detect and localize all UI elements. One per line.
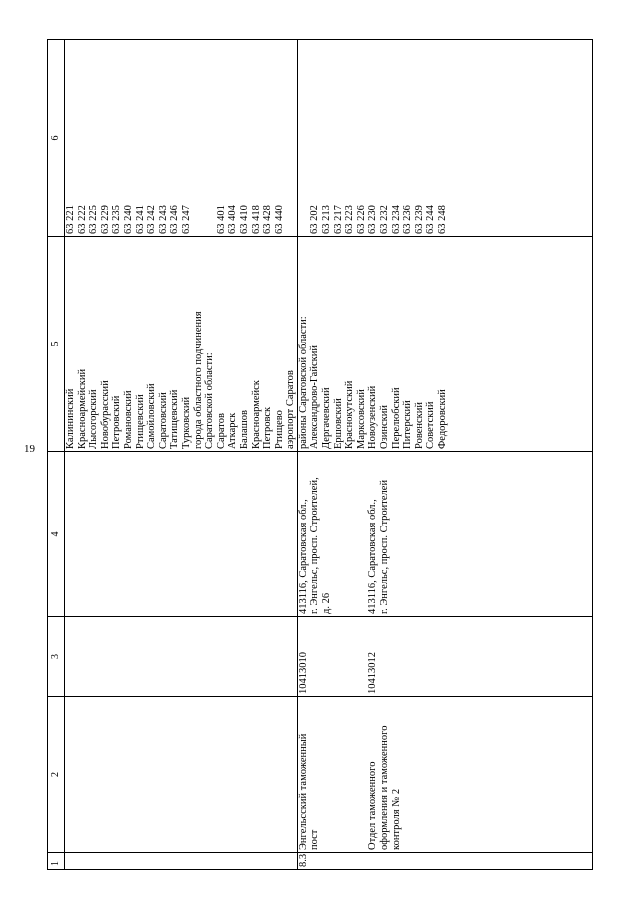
- text-line: 63 222: [76, 205, 88, 234]
- text-line: г. Энгельс, просп. Строителей: [379, 479, 391, 614]
- text-line: 63 247: [180, 205, 192, 234]
- text-line: Татищевский: [169, 389, 181, 449]
- office-address-2: [367, 454, 390, 614]
- text-line: Марксовский: [355, 389, 367, 449]
- text-line: Аткарск: [227, 412, 239, 449]
- text-line: 63 244: [425, 205, 437, 234]
- text-line: 63 440: [273, 205, 285, 234]
- cell-num: 8.3: [297, 853, 592, 870]
- office-address-1: [298, 454, 333, 614]
- text-line: Турковский: [180, 396, 192, 449]
- text-line: Романовский: [122, 390, 134, 449]
- text-line: 63 410: [238, 205, 250, 234]
- cell-address: [65, 452, 298, 617]
- text-line: г. Энгельс, просп. Строителей,: [309, 477, 321, 614]
- text-line: города областного подчинения: [192, 311, 204, 449]
- text-line: Саратовский: [157, 392, 169, 449]
- cell-code: [65, 617, 298, 697]
- text-line: Дергачевский: [321, 387, 333, 449]
- customs-offices-table: [47, 39, 593, 870]
- office-code-1: 10413010: [297, 652, 309, 694]
- text-line: 63 428: [262, 205, 274, 234]
- cell-okato-codes: [65, 40, 298, 237]
- text-line: Отдел таможенного: [367, 761, 379, 850]
- text-line: [193, 42, 205, 234]
- text-line: 63 404: [227, 205, 239, 234]
- text-line: оформления и таможенного: [379, 725, 391, 850]
- text-line: 63 232: [379, 205, 391, 234]
- text-line: 63 401: [215, 205, 227, 234]
- text-line: Питерский: [402, 400, 414, 449]
- header-col-5: 5: [48, 237, 65, 452]
- cell-name: [65, 697, 298, 853]
- text-line: контроля № 2: [390, 788, 402, 850]
- text-line: Новоузенский: [367, 385, 379, 449]
- column-number-row: [48, 40, 65, 870]
- text-line: Самойловский: [146, 383, 158, 449]
- text-line: 63 235: [111, 205, 123, 234]
- text-line: [298, 42, 310, 234]
- page-number: 19: [24, 443, 35, 455]
- rotated-table-sheet: [47, 40, 611, 870]
- table-row-continuation: [65, 40, 298, 870]
- text-line: 63 213: [321, 205, 333, 234]
- text-line: 63 234: [390, 205, 402, 234]
- cell-name: [297, 697, 592, 853]
- text-line: 63 230: [367, 205, 379, 234]
- text-line: 63 202: [309, 205, 321, 234]
- text-line: д. 26: [321, 592, 333, 614]
- text-line: 63 240: [122, 205, 134, 234]
- header-col-1: 1: [48, 853, 65, 870]
- cell-address: [297, 452, 592, 617]
- text-line: Красноармейский: [76, 368, 88, 449]
- text-line: 413116, Саратовская обл.,: [297, 499, 309, 614]
- text-line: Ртищево: [273, 410, 285, 449]
- text-line: Энгельсский таможенный: [297, 733, 309, 850]
- text-line: Краснокутский: [344, 380, 356, 449]
- text-line: 63 223: [344, 205, 356, 234]
- table-row-8-3: [297, 40, 592, 870]
- cell-territories: [65, 237, 298, 452]
- text-line: 63 239: [413, 205, 425, 234]
- text-line: Лысогорский: [88, 389, 100, 449]
- text-line: Ртищевский: [134, 394, 146, 449]
- text-line: аэропорт Саратов: [285, 370, 297, 449]
- cell-territories: [297, 237, 592, 452]
- text-line: Саратовской области:: [204, 352, 216, 449]
- text-line: Озинский: [379, 405, 391, 449]
- text-line: Балашов: [238, 410, 250, 449]
- text-line: 63 248: [437, 205, 448, 234]
- text-line: Калининский: [65, 388, 76, 449]
- header-col-3: 3: [48, 617, 65, 697]
- header-col-4: 4: [48, 452, 65, 617]
- text-line: 63 229: [99, 205, 111, 234]
- text-line: Саратов: [215, 413, 227, 449]
- text-line: Александрово-Гайский: [309, 345, 321, 449]
- text-line: 63 236: [402, 205, 414, 234]
- header-col-2: 2: [48, 697, 65, 853]
- text-line: 63 221: [65, 205, 76, 234]
- text-line: Петровский: [111, 395, 123, 449]
- text-line: [204, 42, 216, 234]
- text-line: [285, 42, 297, 234]
- text-line: Красноармейск: [250, 380, 262, 449]
- office-code-2: 10413012: [367, 652, 379, 694]
- text-line: Ершовский: [332, 398, 344, 449]
- cell-num: [65, 853, 298, 870]
- text-line: 63 217: [332, 205, 344, 234]
- text-line: 63 246: [169, 205, 181, 234]
- cell-code: [297, 617, 592, 697]
- text-line: Ровенский: [413, 401, 425, 449]
- cell-okato-codes: [297, 40, 592, 237]
- text-line: 63 418: [250, 205, 262, 234]
- text-line: 63 241: [134, 205, 146, 234]
- office-name-2: [367, 699, 402, 850]
- text-line: Советский: [425, 401, 437, 449]
- text-line: Петровск: [262, 406, 274, 449]
- text-line: Новобурасский: [99, 380, 111, 449]
- text-line: 63 242: [146, 205, 158, 234]
- text-line: районы Саратовской области:: [297, 316, 309, 449]
- text-line: 63 225: [88, 205, 100, 234]
- text-line: 63 243: [157, 205, 169, 234]
- text-line: пост: [309, 829, 321, 850]
- header-col-6: 6: [48, 40, 65, 237]
- text-line: Федоровский: [437, 389, 448, 449]
- text-line: Перелюбский: [390, 387, 402, 449]
- text-line: 63 226: [355, 205, 367, 234]
- office-name-1: [298, 699, 321, 850]
- text-line: 413116, Саратовская обл.,: [367, 499, 379, 614]
